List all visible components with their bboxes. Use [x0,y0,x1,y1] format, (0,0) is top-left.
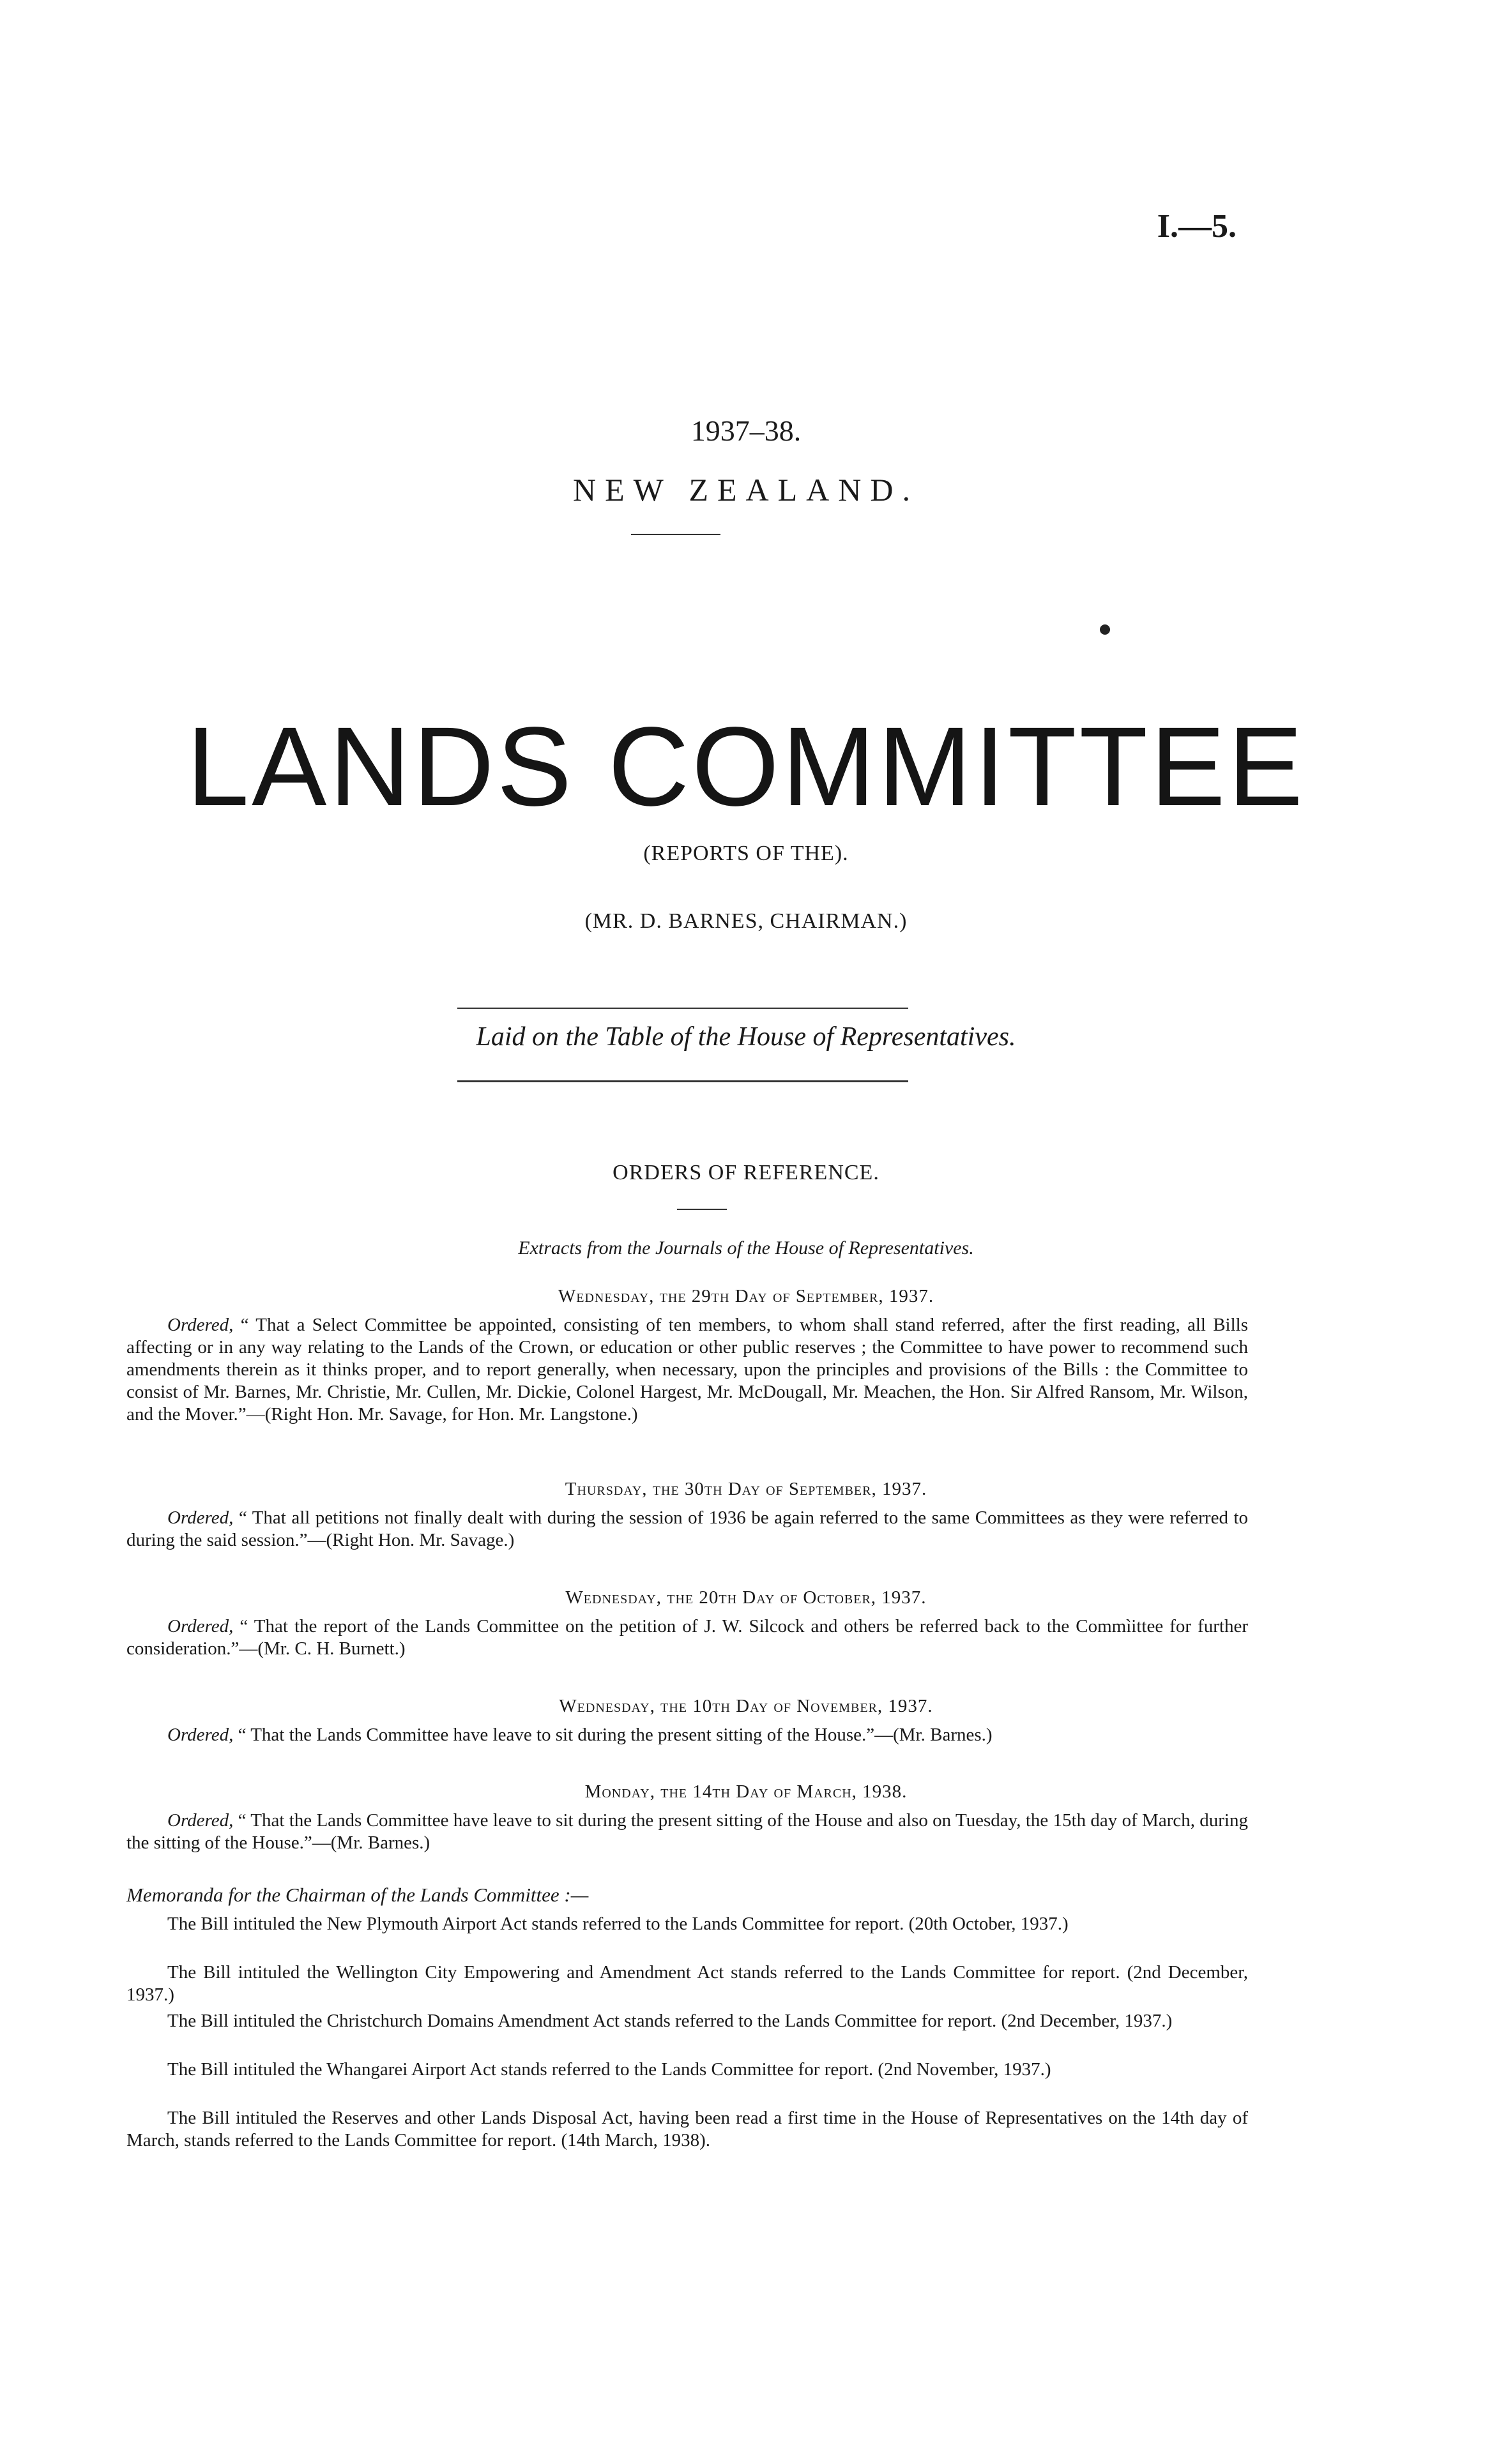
chairman-line: (MR. D. BARNES, CHAIRMAN.) [584,909,908,933]
order-body: “ That the Lands Committee have leave to sit during the present sitting of the House and also on Tuesday, the 15th day of March, during the sitting of the House.”—(Mr. Barnes.) [126,1810,1248,1853]
session-year: 1937–38. [690,414,802,447]
ordered-label: Ordered, [167,1508,234,1528]
order-body: “ That a Select Committee be appointed, consisting of ten members, to whom shall stand referred, after the first reading, all Bills affecting or in any way relating to the Lands of the Crown, or education or other public reserves ; the Committee to have power to recommend such amendments therein as it thinks proper, and to report generally, when necessary, upon the principles and provisions of the Bills : the Committee to consist of Mr. Barnes, Mr. Christie, Mr. Cullen, Mr. Dickie, Colonel Hargest, Mr. McDougall, Mr. Meachen, the Hon. Sir Alfred Ransom, Mr. Wilson, and the Mover.”—(Right Hon. Mr. Savage, for Hon. Mr. Langstone.) [126,1315,1249,1425]
country-heading: NEW ZEALAND. [573,472,919,508]
memorandum-text: The Bill intituled the New Plymouth Airport Act stands referred to the Lands Committee for report. (20th October, 1937.) [167,1914,1069,1934]
memorandum-item [126,2107,1248,2152]
order-date: Wednesday, the 10th Day of November, 1937. [559,1696,933,1716]
order-date: Wednesday, the 20th Day of October, 1937. [565,1587,927,1608]
ink-speck [1100,624,1110,635]
divider [457,1080,908,1082]
order-text [126,1314,1248,1426]
memorandum-item [126,2010,1248,2032]
memorandum-item [126,1913,1248,1935]
order-body: “ That all petitions not finally dealt with during the session of 1936 be again referred to the same Committees as they were referred to during the said session.”—(Right Hon. Mr. Savage.) [126,1508,1249,1550]
order-date: Monday, the 14th Day of March, 1938. [584,1781,908,1802]
ordered-label: Ordered, [167,1616,234,1636]
paper-number: I.—5. [1157,208,1237,245]
memorandum-item [126,2059,1248,2081]
memorandum-item [126,1961,1248,2006]
order-text [126,1810,1248,1854]
extracts-line: Extracts from the Journals of the House of Representatives. [518,1237,974,1258]
document-subtitle: (REPORTS OF THE). [643,842,849,865]
document-title: LANDS COMMITTEE [187,704,1306,829]
laid-on-table-line: Laid on the Table of the House of Representatives. [476,1022,1016,1052]
order-date: Thursday, the 30th Day of September, 1937. [565,1479,927,1499]
ordered-label: Ordered, [167,1315,234,1335]
order-date: Wednesday, the 29th Day of September, 1937. [558,1286,934,1306]
ordered-label: Ordered, [167,1725,234,1745]
orders-of-reference-heading: ORDERS OF REFERENCE. [613,1161,879,1184]
memorandum-text: The Bill intituled the Wellington City Empowering and Amendment Act stands referred to the Lands Committee for report. (2nd December, 1937.) [126,1962,1248,2005]
order-body: “ That the report of the Lands Committee on the petition of J. W. Silcock and others be referred back to the Commìittee for further consideration.”—(Mr. C. H. Burnett.) [126,1616,1248,1659]
order-text [126,1507,1248,1552]
order-text [126,1724,1248,1746]
divider [457,1008,908,1009]
memorandum-text: The Bill intituled the Whangarei Airport Act stands referred to the Lands Committee for report. (2nd November, 1937.) [167,2059,1051,2080]
memoranda-heading: Memoranda for the Chairman of the Lands Committee :— [126,1884,589,1906]
memorandum-text: The Bill intituled the Reserves and other Lands Disposal Act, having been read a first time in the House of Representatives on the 14th day of March, stands referred to the Lands Committee for report. (14th March, 1938). [126,2108,1248,2150]
divider [677,1209,727,1210]
memorandum-text: The Bill intituled the Christchurch Domains Amendment Act stands referred to the Lands Committee for report. (2nd December, 1937.) [167,2011,1173,2031]
ordered-label: Ordered, [167,1810,234,1831]
order-body: “ That the Lands Committee have leave to sit during the present sitting of the House.”—(Mr. Barnes.) [238,1725,993,1745]
divider [631,534,720,535]
order-text [126,1615,1248,1660]
